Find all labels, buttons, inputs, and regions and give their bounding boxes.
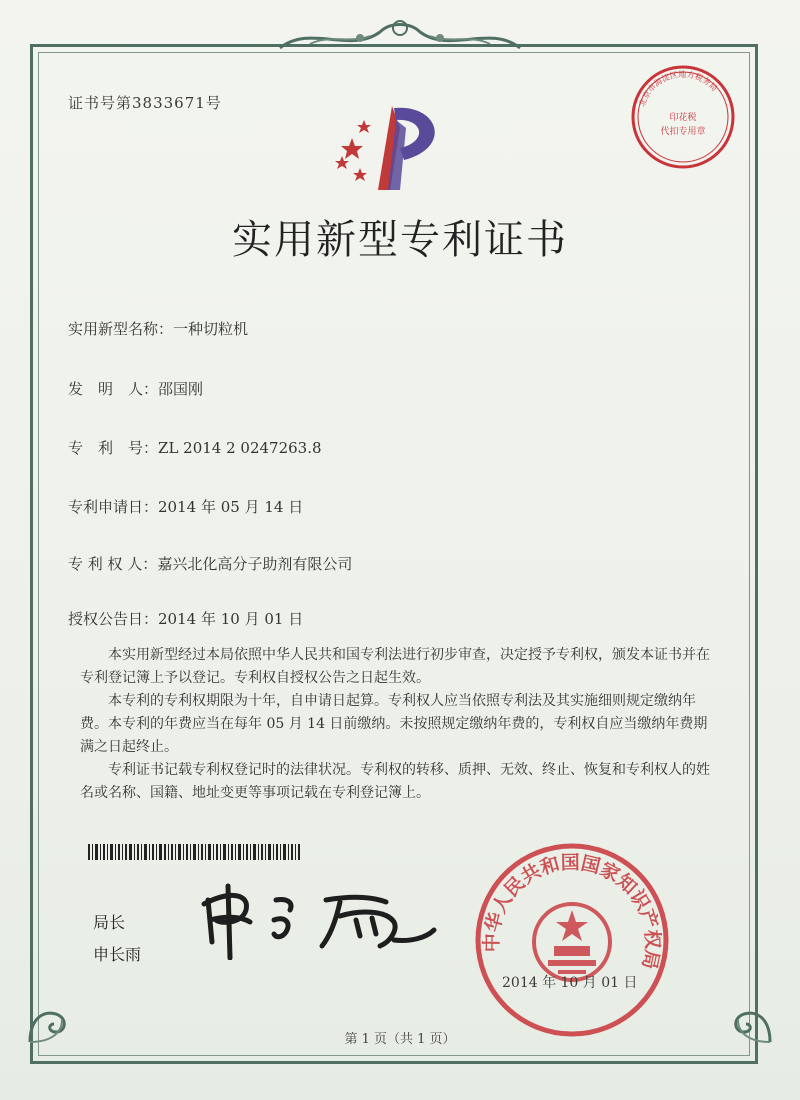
patentee-label: 专 利 权 人： bbox=[68, 555, 158, 573]
utility-model-name-label: 实用新型名称： bbox=[68, 320, 174, 338]
patent-number-label: 专 利 号： bbox=[68, 439, 159, 457]
director-name: 申长雨 bbox=[93, 945, 142, 964]
tax-stamp-seal bbox=[628, 62, 738, 172]
page-number: 第 1 页（共 1 页） bbox=[344, 1032, 456, 1047]
body-paragraph-3: 专利证书记载专利权登记时的法律状况。专利权的转移、质押、无效、终止、恢复和专利权人的姓名或名称、国籍、地址变更等事项记载在专利登记簿上。 bbox=[80, 762, 710, 801]
svg-text:代扣专用章: 代扣专用章 bbox=[660, 127, 706, 137]
grant-date-label: 授权公告日： bbox=[68, 610, 159, 628]
patent-number-value: ZL 2014 2 0247263.8 bbox=[158, 439, 322, 457]
certificate-number: 证书号第3833671号 bbox=[68, 94, 222, 112]
barcode bbox=[88, 844, 300, 860]
certificate-title: 实用新型专利证书 bbox=[232, 217, 568, 263]
filing-date-row bbox=[68, 496, 303, 517]
filing-date-value: 2014 年 05 月 14 日 bbox=[158, 498, 304, 516]
patent-office-logo-icon bbox=[330, 98, 460, 198]
filing-date-label: 专利申请日： bbox=[68, 498, 159, 516]
issue-date: 2014 年 10 月 01 日 bbox=[502, 975, 638, 991]
svg-text:北京市海淀区地方税务局: 北京市海淀区地方税务局 bbox=[637, 69, 720, 108]
body-paragraph-2: 本专利的专利权期限为十年，自申请日起算。专利权人应当依照专利法及其实施细则规定缴纳年费。本专利的年费应当在每年 05 月 14 日前缴纳。未按照规定缴纳年费的，专利权自应当缴纳年费期满之日起终止。 bbox=[80, 693, 708, 755]
patentee-value: 嘉兴北化高分子助剂有限公司 bbox=[157, 555, 353, 573]
svg-text:印花税: 印花税 bbox=[669, 113, 697, 123]
director-signature bbox=[190, 880, 450, 960]
utility-model-name-value: 一种切粒机 bbox=[173, 320, 249, 338]
grant-date-row bbox=[68, 608, 303, 629]
grant-date-value: 2014 年 10 月 01 日 bbox=[158, 610, 304, 628]
director-title: 局长 bbox=[93, 913, 126, 932]
inventor-label: 发 明 人： bbox=[68, 380, 159, 398]
inventor-value: 邵国刚 bbox=[158, 380, 204, 398]
inventor-row bbox=[68, 378, 203, 399]
patent-number-row bbox=[68, 437, 322, 458]
svg-text:中华人民共和国国家知识产权局: 中华人民共和国国家知识产权局 bbox=[480, 851, 664, 972]
body-paragraph-1: 本实用新型经过本局依照中华人民共和国专利法进行初步审查，决定授予专利权，颁发本证书并在专利登记簿上予以登记。专利权自授权公告之日起生效。 bbox=[80, 647, 710, 686]
patentee-row bbox=[68, 553, 352, 574]
certificate-body bbox=[80, 644, 720, 805]
utility-model-name-row bbox=[68, 318, 248, 339]
national-ip-office-seal bbox=[472, 840, 672, 1040]
